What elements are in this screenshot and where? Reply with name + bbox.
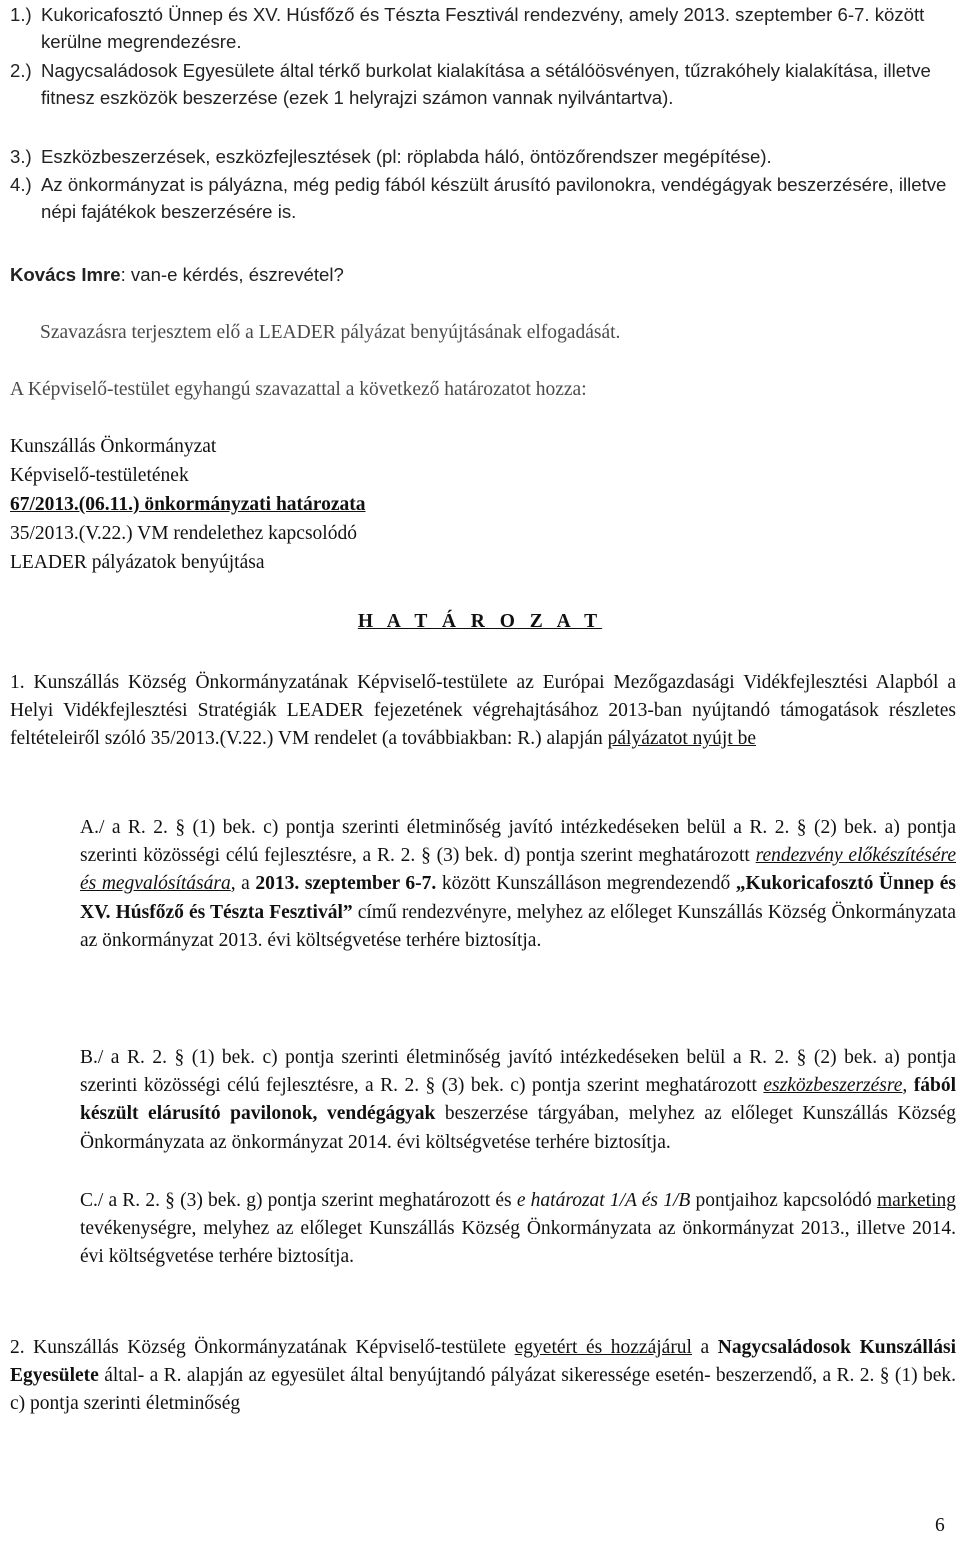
list-item [10,2,956,55]
resolution-number: 67/2013.(06.11.) önkormányzati határozata [10,494,366,515]
paragraph-2-text: a [691,1337,718,1358]
list-item [10,144,956,171]
paragraph-b-items: fából készült elárusító pavilonok, vendégágyak [80,1075,956,1125]
resolution-title: H A T Á R O Z A T [357,611,603,632]
question-line [10,262,956,289]
list-text: Az önkormányzat is pályázna, még pedig fából készült árusító pavilonokra, vendégágyak beszerzésére, illetve népi fajátékok beszerzésére is. [41,174,947,222]
question-text: : van-e kérdés, észrevétel? [120,264,344,285]
paragraph-a-text: , a [230,873,256,895]
paragraph-1-underlined: pályázatot nyújt be [607,728,757,750]
paragraph-b-text: beszerzése tárgyában, melyhez az előleget Kunszállás Község Önkormányzata az önkormányzat 2014. évi költségvetése terhére biztosítja. [80,1103,956,1153]
paragraph-c-text: tevékenységre, melyhez az előleget Kunszállás Község Önkormányzata az önkormányzat 2013., illetve 2014. évi költségvetése terhére biztosítja. [80,1218,956,1268]
paragraph-c-text: C./ a R. 2. § (3) bek. g) pontja szerint meghatározott és [80,1190,517,1211]
list-item [10,172,956,225]
paragraph-1 [10,669,956,754]
list-text: Eszközbeszerzések, eszközfejlesztések (pl: röplabda háló, öntözőrendszer megépítése). [41,146,772,167]
paragraph-b-procurement: eszközbeszerzésre [763,1075,903,1097]
paragraph-c-marketing: marketing [876,1190,956,1211]
paragraph-2-text: 2. Kunszállás Község Önkormányzatának Képviselő-testülete [10,1337,515,1358]
list-number: 1.) [10,4,32,25]
list-text: Kukoricafosztó Ünnep és XV. Húsfőző és Tészta Fesztivál rendezvény, amely 2013. szeptember 6-7. között kerülne megrendezésre. [41,4,925,52]
paragraph-c-reference: e határozat 1/A és 1/B [516,1190,691,1211]
header-board: Képviselő-testületének [10,465,189,486]
list-number: 4.) [10,174,32,195]
list-text: Nagycsaládosok Egyesülete által térkő burkolat kialakítása a sétálóösvényen, tűzrakóhely kialakítása, illetve fitnesz eszközök beszerzése (ezek 1 helyrajzi számon vannak nyilvántartva). [41,60,931,108]
paragraph-b-text: B./ a R. 2. § (1) bek. c) pontja szerinti életminőség javító intézkedéseken belül a R. 2. § (2) bek. a) pontja szerinti közösségi célú fejlesztésre, a R. 2. § (3) bek. c) pontja szerint meghatározott [80,1047,956,1097]
paragraph-a-festival: „Kukoricafosztó Ünnep és XV. Húsfőző és Tészta Fesztivál” [80,873,957,923]
header-regulation: 35/2013.(V.22.) VM rendelethez kapcsolódó [10,523,357,544]
paragraph-a-text: A./ a R. 2. § (1) bek. c) pontja szerinti életminőség javító intézkedéseken belül a R. 2. § (2) bek. a) pontja szerinti közösségi célú fejlesztésre, a R. 2. § (3) bek. d) pontja szerint meghatározott [80,817,956,867]
paragraph-a-date: 2013. szeptember 6-7. [255,873,437,895]
paragraph-2-association: Nagycsaládosok Kunszállási Egyesülete [10,1337,957,1387]
paragraph-2 [10,1334,956,1419]
page-number: 6 [935,1515,945,1536]
paragraph-2-consent: egyetért és hozzájárul [514,1337,692,1358]
paragraph-2-text: által- a R. alapján az egyesület által benyújtandó pályázat sikeressége esetén- beszerzendő, a R. 2. § (1) bek. c) pontja szerinti életminőség [10,1365,956,1415]
paragraph-c-text: pontjaihoz kapcsolódó [690,1190,877,1211]
list-item [10,58,956,111]
paragraph-c [80,1187,956,1272]
list-number: 3.) [10,146,32,167]
paragraph-a [80,814,956,955]
paragraph-a-event: rendezvény előkészítésére és megvalósítására [80,845,956,895]
speaker-name: Kovács Imre [10,264,121,285]
vote-result: A Képviselő-testület egyhangú szavazattal a következő határozatot hozza: [10,379,587,400]
vote-proposal: Szavazásra terjesztem elő a LEADER pályázat benyújtásának elfogadását. [40,322,621,343]
header-subject: LEADER pályázatok benyújtása [10,552,265,573]
paragraph-b-text: , [902,1075,914,1097]
paragraph-a-text: című rendezvényre, melyhez az előleget Kunszállás Község Önkormányzata az önkormányzat 2013. évi költségvetése terhére biztosítja. [80,901,956,951]
list-number: 2.) [10,60,32,81]
paragraph-b [80,1044,956,1157]
paragraph-1-text: 1. Kunszállás Község Önkormányzatának Képviselő-testülete az Európai Mezőgazdasági Vidékfejlesztési Alapból a Helyi Vidékfejlesztési Stratégiák LEADER fejezetének végrehajtásához 2013-ban nyújtandó támogatások részletes feltételeiről szóló 35/2013.(V.22.) VM rendelet (a továbbiakban: R.) alapján [10,672,956,750]
header-municipality: Kunszállás Önkormányzat [10,436,217,457]
paragraph-a-text: között Kunszálláson megrendezendő [436,873,736,895]
